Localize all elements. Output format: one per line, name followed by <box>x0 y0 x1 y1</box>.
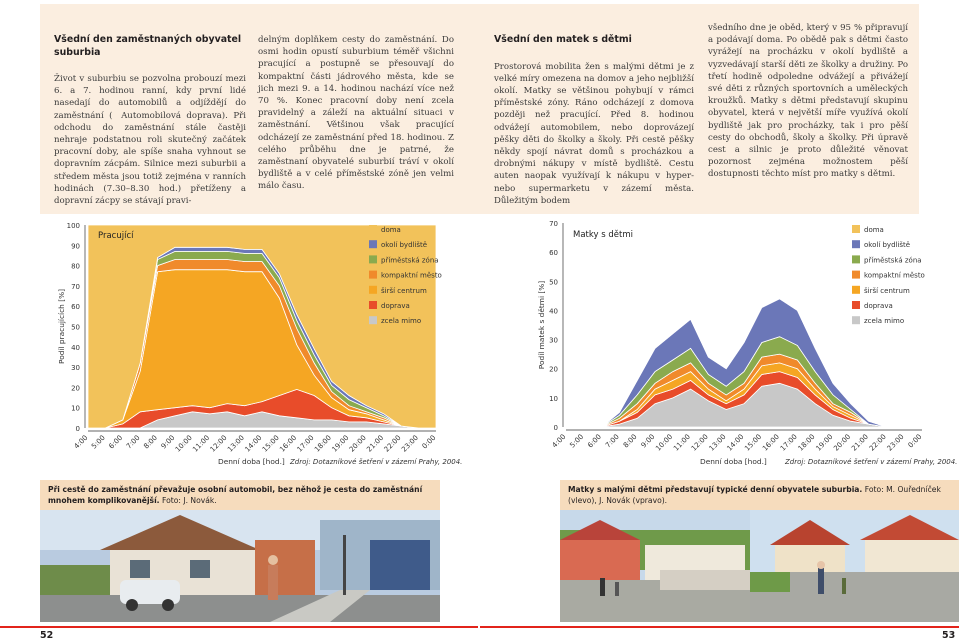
x-axis-label: Denní doba [hod.] <box>218 457 285 466</box>
legend-swatch <box>852 316 860 324</box>
x-tick-label: 14:00 <box>725 432 746 453</box>
legend-label: širší centrum <box>864 286 910 295</box>
x-tick-label: 4:00 <box>72 433 90 451</box>
photo-street-car <box>40 510 440 622</box>
legend-swatch <box>369 240 377 248</box>
photo-mother-children-right <box>750 510 959 622</box>
x-tick-label: 19:00 <box>814 432 835 453</box>
legend-swatch <box>369 301 377 309</box>
y-tick-label: 20 <box>549 365 558 374</box>
box-text-col1: Prostorová mobilita žen s malými dětmi je z velké míry omezena na domov a jeho nejbližší okolí. Matky se většinou pohybují v rámci příměstské zóny. Ráno odcházejí z domova později než pracující. Před 8. hodinou odvážejí automobilem, nebo doprovázejí pěšky děti do školky a školy. Při cestě pěšky někdy spojí návrat domů s procházkou a drobnými nákupy v místě bydliště. Cestu auten naopak využívají k nákupu v hyper- nebo supermarketu v zázemí města. Důležitým bodem <box>494 61 694 206</box>
chart-workers <box>40 220 480 470</box>
y-tick-label: 30 <box>549 336 558 345</box>
x-tick-label: 17:00 <box>778 432 799 453</box>
legend-swatch <box>852 271 860 279</box>
box-text-col2: delným doplňkem cesty do zaměstnání. Do osmi hodin opustí suburbium téměř všichni pracující a postupně se přesouvají do kompaktní části jádrového města, kde se jich mezi 9. a 14. hodinou nachází více než 70 %. Konec pracovní doby není zcela pravidelný a záleží na aktuální situaci v zaměstnání. Většinou však pracující odcházejí ze zaměstnání před 18. hodinou. Z celého průběhu dne je patrné, že zaměstnaní obyvatelé suburbií tráví v okolí bydliště a v celé příměstské zóně jen velmi málo času. <box>258 35 454 192</box>
legend-label: příměstská zóna <box>864 256 922 265</box>
x-tick-label: 11:00 <box>191 433 212 454</box>
legend-swatch <box>369 316 377 324</box>
chart-workers-svg <box>40 220 480 470</box>
legend-swatch <box>369 286 377 294</box>
x-tick-label: 0:00 <box>906 432 924 450</box>
x-tick-label: 17:00 <box>295 433 316 454</box>
x-tick-label: 0:00 <box>420 433 438 451</box>
legend-label: doprava <box>381 302 410 310</box>
box-text-col1: Život v suburbiu se pozvolna probouzí mezi 6. a 7. hodinou ranní, kdy první lidé nasedají do automobilů a odjíždějí do zaměstnání ( Automobilová doprava). Při odchodu do zaměstnání stále častěji nehraje podstatnou roli skutečný začátek pracovní doby, ale spíše snaha vyhnout se dopravním zácpám. Silnice mezi suburbii a středem města jsou totiž zejména v ranních hodinách (7.30–8.30 hod.) přetíženy a dopravní zácpy se stávají pravi- <box>54 74 246 207</box>
y-tick-label: 40 <box>71 343 80 352</box>
page-number-left: 52 <box>40 630 54 641</box>
page-rule <box>480 626 959 628</box>
chart-source: Zdroj: Dotazníkové šetření v zázemí Prahy, 2004. <box>290 458 463 466</box>
x-tick-label: 7:00 <box>124 433 142 451</box>
y-tick-label: 10 <box>71 404 80 413</box>
x-tick-label: 18:00 <box>796 432 817 453</box>
x-tick-label: 16:00 <box>761 432 782 453</box>
x-axis-label: Denní doba [hod.] <box>700 457 767 466</box>
chart-mothers <box>470 220 958 470</box>
x-tick-label: 18:00 <box>313 433 334 454</box>
legend-label: zcela mimo <box>381 317 422 326</box>
x-tick-label: 5:00 <box>90 433 107 451</box>
x-tick-label: 6:00 <box>586 432 604 450</box>
x-tick-label: 22:00 <box>382 433 403 454</box>
legend-swatch <box>852 225 860 233</box>
photo-caption <box>40 480 440 510</box>
caption-bold: Matky s malými dětmi představují typické denní obyvatele suburbia. <box>568 485 863 494</box>
x-tick-label: 19:00 <box>330 433 351 454</box>
x-tick-label: 13:00 <box>226 433 247 454</box>
x-tick-label: 22:00 <box>867 432 888 453</box>
chart-title: Pracující <box>98 231 134 241</box>
x-tick-label: 15:00 <box>260 433 281 454</box>
y-tick-label: 60 <box>71 303 80 312</box>
caption-credit: Foto: M. Ouředníček (vlevo), J. Novák (vpravo). <box>568 485 941 505</box>
x-tick-label: 10:00 <box>173 433 194 454</box>
caption-credit: Foto: J. Novák. <box>159 495 217 505</box>
box-title: Všední den zaměstnaných obyvatel suburbia <box>54 34 242 58</box>
page-rule <box>0 626 479 628</box>
page-number-right: 53 <box>942 630 956 641</box>
x-tick-label: 13:00 <box>707 432 728 453</box>
x-tick-label: 21:00 <box>850 432 871 453</box>
x-tick-label: 15:00 <box>743 432 764 453</box>
y-tick-label: 50 <box>549 278 558 287</box>
x-tick-label: 8:00 <box>621 432 639 450</box>
legend-swatch <box>369 255 377 263</box>
x-tick-label: 11:00 <box>672 432 693 453</box>
text-box-workers <box>40 4 486 214</box>
legend-label: doma <box>864 226 884 234</box>
legend-label: kompaktní město <box>381 271 442 280</box>
text-box-mothers <box>474 4 919 214</box>
x-tick-label: 12:00 <box>689 432 710 453</box>
chart-mothers-svg <box>470 220 958 470</box>
y-tick-label: 70 <box>549 220 558 228</box>
x-tick-label: 7:00 <box>604 432 621 450</box>
x-tick-label: 6:00 <box>107 433 125 451</box>
x-tick-label: 5:00 <box>568 432 586 450</box>
y-tick-label: 0 <box>553 424 558 432</box>
legend-label: širší centrum <box>381 286 427 295</box>
x-tick-label: 23:00 <box>885 432 906 453</box>
legend-label: doprava <box>864 302 893 310</box>
y-tick-label: 80 <box>71 262 80 271</box>
legend-label: okolí bydliště <box>864 241 911 250</box>
box-title: Všední den matek s dětmi <box>494 34 632 45</box>
legend-swatch <box>852 286 860 294</box>
y-tick-label: 70 <box>71 282 80 291</box>
legend-swatch <box>852 240 860 248</box>
y-tick-label: 40 <box>549 307 558 316</box>
legend-label: zcela mimo <box>864 317 905 326</box>
x-tick-label: 9:00 <box>159 433 177 451</box>
y-axis-label: Podíl pracujících [%] <box>57 289 66 364</box>
photo-mother-children-left <box>560 510 750 622</box>
y-axis-label: Podíl matek s dětmi [%] <box>537 280 546 370</box>
y-tick-label: 90 <box>71 242 80 251</box>
caption-bold: Při cestě do zaměstnání převažuje osobní automobil, bez něhož je cesta do zaměstnání mnohem komplikovanější. <box>48 485 423 505</box>
legend-swatch <box>852 301 860 309</box>
x-tick-label: 9:00 <box>639 432 657 450</box>
y-tick-label: 60 <box>549 249 558 258</box>
x-tick-label: 4:00 <box>550 432 568 450</box>
y-tick-label: 0 <box>75 425 80 433</box>
legend-label: kompaktní město <box>864 271 925 280</box>
photo-caption <box>560 480 959 510</box>
legend-label: příměstská zóna <box>381 256 439 265</box>
x-tick-label: 10:00 <box>654 432 675 453</box>
x-tick-label: 8:00 <box>142 433 160 451</box>
box-text-col2: všedního dne je oběd, který v 95 % připravují a podávají doma. Po obědě pak s dětmi často vyrážejí na procházku v okolí bydliště a vyzvedávají starší děti ze školky a družiny. Po třetí hodině odpoledne odvážejí a přivážejí své děti z různých sportovních a uměleckých kroužků. Matky s dětmi představují skupinu obyvatel, která v největší míře využívá okolí bydliště jak pro procházky, tak i pro pěší cesty do obchodů, školy a školky. Při úpravě cest a silnic je proto důležité věnovat pozornost zejména možnostem pěší dostupnosti těchto míst pro matky s dětmi. <box>708 23 908 180</box>
y-tick-label: 20 <box>71 384 80 393</box>
legend-label: okolí bydliště <box>381 241 428 250</box>
legend-swatch <box>369 225 377 233</box>
x-tick-label: 14:00 <box>243 433 264 454</box>
legend-swatch <box>852 255 860 263</box>
x-tick-label: 20:00 <box>347 433 368 454</box>
chart-title: Matky s dětmi <box>573 230 633 240</box>
legend-label: doma <box>381 226 401 234</box>
left-page <box>0 0 479 641</box>
chart-source: Zdroj: Dotazníkové šetření v zázemí Prahy, 2004. <box>785 458 958 466</box>
x-tick-label: 21:00 <box>365 433 386 454</box>
legend-swatch <box>369 271 377 279</box>
x-tick-label: 23:00 <box>400 433 421 454</box>
y-tick-label: 50 <box>71 323 80 332</box>
x-tick-label: 12:00 <box>208 433 229 454</box>
y-tick-label: 100 <box>66 222 80 230</box>
y-tick-label: 30 <box>71 364 80 373</box>
x-tick-label: 16:00 <box>278 433 299 454</box>
x-tick-label: 20:00 <box>832 432 853 453</box>
y-tick-label: 10 <box>549 394 558 403</box>
right-page <box>480 0 959 641</box>
